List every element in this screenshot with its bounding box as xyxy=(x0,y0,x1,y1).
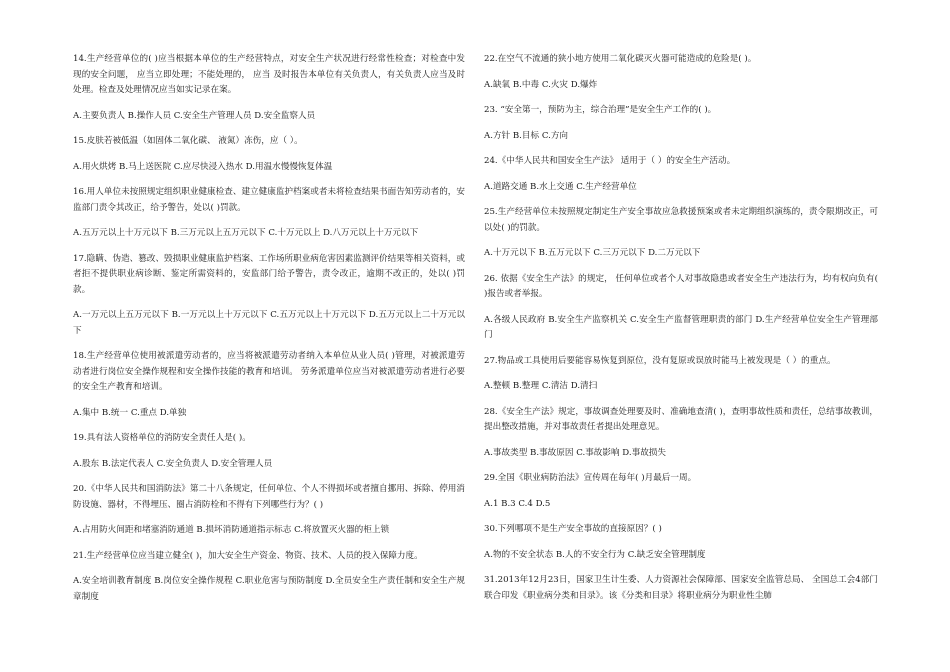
question-21: 21.生产经营单位应当建立健全( )，加大安全生产资金、物资、技术、人员的投入保障力度。 xyxy=(73,550,423,561)
question-20: 20.《中华人民共和国消防法》第二十八条规定，任何单位、个人不得损坏或者擅自挪用、拆除、停用消防设施、器材，不得埋压、圈占消防栓和不得有下列哪些行为？( ) xyxy=(73,484,465,510)
question-28: 28.《安全生产法》规定，事故调查处理要及时、准确地查清( )，查明事故性质和责任，总结事故教训，提出整改措施，并对事故责任者提出处理意见。 xyxy=(484,406,878,432)
question-31: 31.2013年12月23日，国家卫生计生委、人力资源社会保障部、国家安全监管总局、 全国总工会4部门联合印发《职业病分类和目录》。该《分类和目录》将职业病分为职业性尘肺 xyxy=(484,575,878,601)
question-30: 30.下列哪项不是生产安全事故的直接原因？( ) xyxy=(484,524,662,534)
question-22: 22.在空气不流通的狭小地方使用二氧化碳灭火器可能造成的危险是( )。 xyxy=(484,54,757,64)
left-column xyxy=(73,52,465,615)
options-21: A.安全培训教育制度 B.岗位安全操作规程 C.职业危害与预防制度 D.全员安全生产责任制和安全生产规章制度 xyxy=(73,576,465,602)
options-19: A.股东 B.法定代表人 C.安全负责人 D.安全管理人员 xyxy=(73,458,273,469)
options-26: A.各级人民政府 B.安全生产监察机关 C.安全生产监督管理职责的部门 D.生产经营单位安全生产管理部门 xyxy=(484,314,878,340)
question-16: 16.用人单位未按照规定组织职业健康检查、建立健康监护档案或者未将检查结果书面告知劳动者的，安监部门责令其改正，给予警告，处以( )罚款。 xyxy=(73,187,465,213)
question-29: 29.全国《职业病防治法》宣传周在每年( )月最后一周。 xyxy=(484,473,697,483)
right-column xyxy=(484,52,878,614)
question-18: 18.生产经营单位使用被派遣劳动者的，应当将被派遣劳动者纳入本单位从业人员( )管理，对被派遣劳动者进行岗位安全操作规程和安全操作技能的教育和培训。 劳务派遣单位应当对被派遣劳动者进行必要的安全生产教育和培训。 xyxy=(73,351,465,392)
options-27: A.整顿 B.整理 C.清洁 D.清扫 xyxy=(484,381,598,391)
options-25: A.十万元以下 B.五万元以下 C.三万元以下 D.二万元以下 xyxy=(484,248,701,258)
question-14: 14.生产经营单位的( )应当根据本单位的生产经营特点，对安全生产状况进行经常性检查；对检查中发现的安全问题， 应当立即处理；不能处理的， 应当 及时报告本单位有关负责人，有关负责人应当及时处理。检查及处理情况应当如实记录在案。 xyxy=(73,54,465,95)
options-30: A.物的不安全状态 B.人的不安全行为 C.缺乏安全管理制度 xyxy=(484,549,706,560)
question-25: 25.生产经营单位未按照规定制定生产安全事故应急救援预案或者未定期组织演练的，责令限期改正，可以处( )的罚款。 xyxy=(484,207,878,233)
options-14: A.主要负责人 B.操作人员 C.安全生产管理人员 D.安全监察人员 xyxy=(73,110,316,121)
question-24: 24.《中华人民共和国安全生产法》 适用于（ ）的安全生产活动。 xyxy=(484,156,736,166)
options-18: A.集中 B.统一 C.重点 D.单独 xyxy=(73,407,187,418)
options-28: A.事故类型 B.事故原因 C.事故影响 D.事故损失 xyxy=(484,447,666,458)
question-15: 15.皮肤若被低温（如固体二氧化碳、 液氮）冻伤，应（ ）。 xyxy=(73,136,303,146)
options-24: A.道路交通 B.水上交通 C.生产经营单位 xyxy=(484,181,637,192)
question-23: 23. “安全第一，预防为主，综合治理”是安全生产工作的( )。 xyxy=(484,105,717,115)
options-20: A.占用防火间距和堵塞消防通道 B.损坏消防通道指示标志 C.将放置灭火器的柜上锁 xyxy=(73,525,390,535)
options-22: A.缺氧 B.中毒 C.火灾 D.爆炸 xyxy=(484,79,598,90)
question-27: 27.物品或工具使用后要能容易恢复到原位，没有复原或误放时能马上被发现是（ ）的重点。 xyxy=(484,355,836,366)
options-16: A.五万元以上十万元以下 B.三万元以上五万元以下 C.十万元以上 D.八万元以上十万元以下 xyxy=(73,228,419,238)
question-17: 17.隐瞒、伪造、篡改、毁损职业健康监护档案、工作场所职业病危害因素监测评价结果等相关资料，或者拒不提供职业病诊断、鉴定所需资料的，安监部门给予警告，责令改正，逾期不改正的，处以( )罚款。 xyxy=(73,253,465,295)
options-29: A.1 B.3 C.4 D.5 xyxy=(484,498,551,509)
options-23: A.方针 B.目标 C.方向 xyxy=(484,130,569,141)
options-17: A.一万元以上五万元以下 B.一万元以上十万元以下 C.五万元以上十万元以下 D.五万元以上二十万元以下 xyxy=(73,310,465,336)
question-26: 26. 依据《安全生产法》的规定， 任何单位或者个人对事故隐患或者安全生产违法行为，均有权向负有( )报告或者举报。 xyxy=(484,273,878,299)
question-19: 19.具有法人资格单位的消防安全责任人是( )。 xyxy=(73,433,251,443)
options-15: A.用火烘烤 B.马上送医院 C.应尽快浸入热水 D.用温水慢慢恢复体温 xyxy=(73,161,333,172)
